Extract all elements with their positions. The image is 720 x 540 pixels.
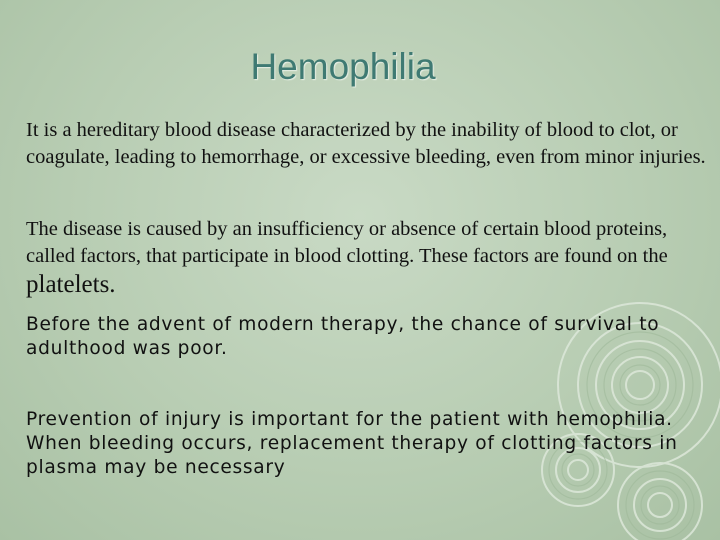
paragraph-history: Before the advent of modern therapy, the chance of survival to adulthood was poor.: [26, 314, 660, 360]
paragraph-treatment: Prevention of injury is important for the patient with hemophilia. When bleeding occurs, replacement therapy of clotting factors in plasma may be necessary: [26, 409, 678, 479]
paragraph-cause-text: The disease is caused by an insufficiency or absence of certain blood proteins, called factors, that participate in blood clotting. These factors are found on the: [26, 218, 668, 267]
paragraph-cause: [26, 216, 720, 302]
platelets-word: platelets.: [26, 271, 116, 299]
slide-title: Hemophilia: [250, 46, 436, 87]
paragraph-definition: It is a hereditary blood disease characterized by the inability of blood to clot, or coagulate, leading to hemorrhage, or excessive bleeding, even from minor injuries.: [26, 119, 706, 168]
